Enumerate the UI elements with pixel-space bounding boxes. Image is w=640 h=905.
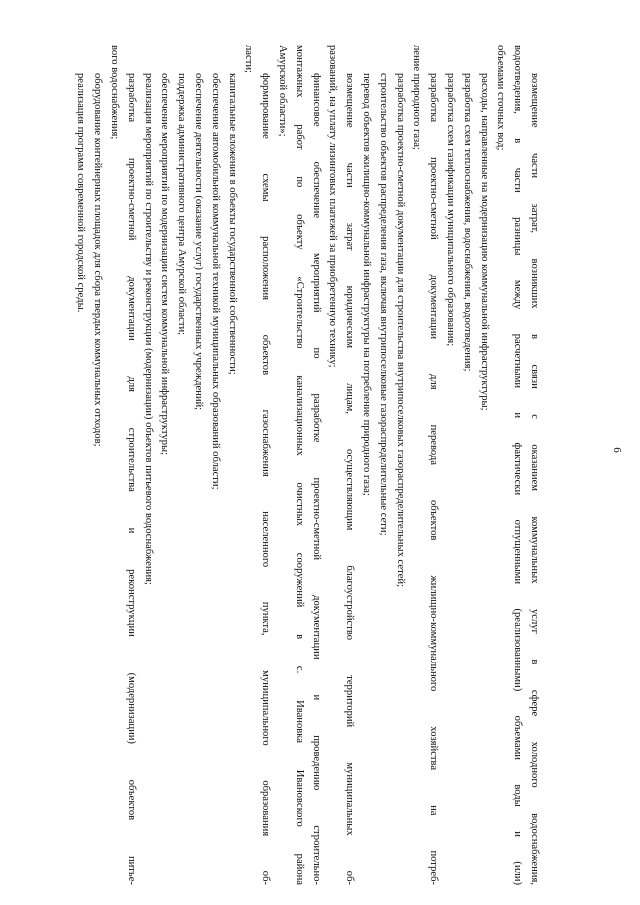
text-line: разработка проектно-сметной документации для перевода объектов жилищно-коммунального хозяйства на потреб- (428, 73, 440, 885)
text-line: оборудование контейнерных площадок для сбора твердых коммунальных отходов; (92, 73, 104, 447)
text-line: капитальные вложения в объекты государственной собственности; (226, 73, 238, 375)
text-line: реализация программ современной городской среды. (75, 73, 87, 313)
text-line: ласти; (243, 45, 255, 73)
text-line: перевод объектов жилищно-коммунальной инфраструктуры на потребление природного газа; (361, 73, 372, 496)
text-line: возмещение части затрат юридическим лицам, осуществляющим благоустройство территорий муниципальных об- (344, 73, 356, 885)
text-line: разработка схем теплоснабжения, водоснабжения, водоотведения; (461, 73, 473, 372)
text-line: поддержка административного центра Амурской области; (176, 73, 188, 336)
text-line: объемами сточных вод; (495, 45, 507, 151)
text-line: строительство объектов распределения газа, включая внутрипоселковые газораспределительные сети; (377, 73, 389, 536)
text-line: разработка схем газификации муниципального образования; (445, 73, 456, 347)
text-line: монтажных работ по объекту «Строительство канализационных очистных сооружений в с. Ивановка Ивановского района (293, 45, 305, 885)
text-line: водоотведения, в части разницы между расчетными и фактически отпущенными (реализованными) объемами воды и (или) (512, 45, 524, 885)
text-line: разработка проектно-сметной документации для строительства внутрипоселковых газораспределительных сетей; (394, 73, 406, 588)
text-line: обеспечение деятельности (оказание услуг) государственных учреждений; (193, 73, 204, 411)
text-line: реализация мероприятий по строительству и реконструкции (модернизации) объектов питьевого водоснабжения; (142, 73, 154, 585)
text-line: ление природного газа; (411, 45, 423, 150)
text-line: Амурской области»; (277, 45, 288, 137)
page-number: 6 (610, 447, 623, 453)
text-line: обеспечение мероприятий по модернизации систем коммунальной инфраструктуры; (159, 73, 171, 456)
body-text (75, 45, 542, 885)
text-line: возмещение части затрат, возникших в связи с оказанием коммунальных услуг в сфере холодного водоснабжения, (529, 73, 540, 885)
text-line: разработка проектно-сметной документации для строительства и реконструкции (модернизации) объектов питье- (125, 73, 137, 885)
text-line: вого водоснабжения; (109, 45, 120, 140)
text-line: расходы, направленные на модернизацию коммунальной инфраструктуры; (478, 73, 490, 411)
text-line: разований, на уплату лизинговых платежей за приобретенную технику; (327, 45, 339, 368)
text-line: формирование схемы расположения объектов газоснабжения населенного пункта, муниципального образования об- (260, 73, 272, 885)
text-line: обеспечение автомобильной коммунальной техникой муниципальных образований области; (209, 73, 221, 490)
text-line: финансовое обеспечение мероприятий по разработке проектно-сметной документации и проведению строительно- (310, 73, 322, 885)
